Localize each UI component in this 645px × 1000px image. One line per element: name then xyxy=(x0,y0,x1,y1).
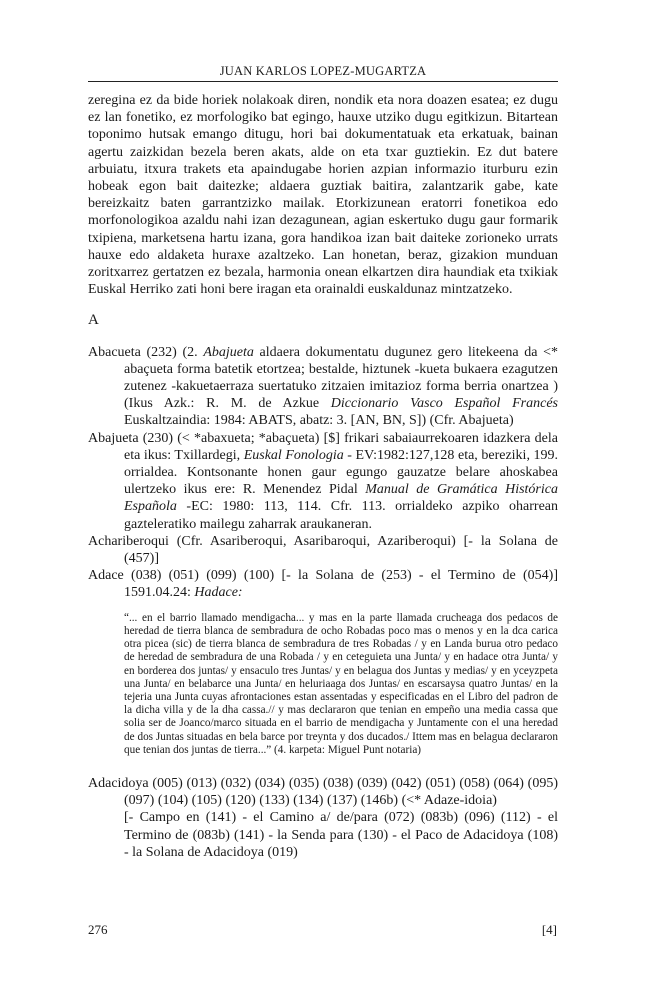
entry-abajueta xyxy=(88,430,558,533)
page-body xyxy=(88,92,558,861)
entry-italic: Hadace: xyxy=(194,585,243,601)
entry-text: aldaera dokumentatu dugunez gero litekeena da <* abaçueta forma batetik etortzea; bestalde, hiztunek -kueta bukaera ezagutzen zutenez -kakuetaerraza suertatuko zitzaien imitazioz forma berria onartzea ) (Ikus Azk.: R. M. de Azkue xyxy=(124,344,558,412)
entry-italic: Diccionario Vasco Español Francés xyxy=(330,396,558,412)
intro-text: zeregina ez da bide horiek nolakoak diren, nondik eta nora doazen esatea; ez dugu ez lan fonetiko, ez morfologiko bat egingo, hauxe utziko dugu egitkizun. Bitartean toponimo hutsak emango ditugu, hori bai dokumentatuak eta erkatuak, bainan agertu zaizkidan bezela beren akats, alde on eta txar guztiekin. Ez dut batere arbuiatu, itxura trakets eta apaindugabe horien azpian informazio iturburu ezin hobeak egon bait daitezke; aldaera guztiak baitira, zalantzarik gabe, kate bereizkaitz baten garrantzizko mailak. Etorkizunean eratorri fonetikoa edo morfonologikoa azaldu nahi izan dezagunean, agian eskertuko dugu gaur formarik txipiena, marketsena hartu izana, gora handikoa izan bait daiteke zorioneko urrats hauxe edo aldaketa huraxe azaltzeko. Lan honetan, beraz, gizakion munduan zoritxarrez gertatzen ez bezala, harmonia onean elkartzen dira haundiak eta txikiak Euskal Herriko zati honi bere iragan eta orainaldi euskaldunaz mintzatzeko. xyxy=(88,93,558,298)
section-letter: A xyxy=(88,312,99,329)
entry-text: -EC: 1980: 113, 114. Cfr. 113. orrialdeko azpiko oharrean gazteleratiko mailegu zaharrak araukaneran. xyxy=(124,499,558,532)
header-rule xyxy=(88,81,558,82)
entry-abacueta xyxy=(88,344,558,430)
running-header: JUAN KARLOS LOPEZ-MUGARTZA xyxy=(219,64,427,78)
entry-italic: Abajueta xyxy=(203,344,254,360)
entry-text: Abacueta (232) (2. xyxy=(88,344,204,360)
entry-text: Euskaltzaindia: 1984: ABATS, abatz: 3. [AN, BN, S]) (Cfr. Abajueta) xyxy=(124,413,514,429)
entry-italic: Euskal Fonologia xyxy=(243,447,344,463)
quote-text: otra Junta/ y en borderea dos juntas/ y ensaculo tres Juntas/ y en belagua dos Juntas y medias/ y en yceyzpeta una Junta/ en belabarce una Junta/ en heluriaaga dos Juntas/ en escarsaysa quatro Juntas/ en la tejeria una Junta cuyas afrontaciones estan assentadas y especificadas en el Libro del padron de la dicha villa y de la dha cassa.// y mas declararon que tenian en empeño una media cassa que solia ser de Joanco/marco situada en el barrio de mendigacha y Juntamente con el una heredad de dos Juntas situadas en bela barce por treynta y dos ducados./ Ittem mas en belagua declararon que tenian dos juntas de tierra...” (4. karpeta: Miguel xyxy=(124,651,558,756)
entry-achariberoqui: Achariberoqui (Cfr. Asariberoqui, Asaribaroqui, Azariberoqui) [- la Solana de (457)] xyxy=(88,533,558,567)
adace-quotation xyxy=(124,612,558,757)
entry-text: Adacidoya (005) (013) (032) (034) (035) (038) (039) (042) (051) (058) (064) (095) (097) (104) (105) (120) (133) (134) (137) (146b) (<* Adaze-idoia) xyxy=(88,775,558,809)
page-number: 276 xyxy=(88,922,108,937)
quote-italic: Punt xyxy=(362,743,384,756)
entry-adacidoya-continued: [- Campo en (141) - el Camino a/ de/para (072) (083b) (096) (112) - el Termino de (083b) (141) - la Senda para (130) - el Paco de Adacidoya (108) - la Solana de Adacidoya (019) xyxy=(124,810,558,860)
intro-paragraph xyxy=(88,92,558,298)
bracket-number: [4] xyxy=(541,922,557,937)
entry-adacidoya xyxy=(88,775,558,809)
entry-text: - EV:1982:127,128 eta, bereziki, 199. orrialdea. Kontsonante honen gaur egungo gauzatze belare ahoskabea ulertzeko ikus ere: R. Menendez Pidal xyxy=(124,447,559,498)
quote-text: notaria) xyxy=(383,743,422,756)
entry-italic: Manual de Gramática Histórica Española xyxy=(124,482,558,515)
entry-text: Adace (038) (051) (099) (100) [- la Solana de (253) - el Termino de (054)] 1591.04.24: xyxy=(88,568,558,601)
entry-text: Abajueta (230) (< *abaxueta; *abaçueta) [$] frikari sabaiaurrekoaren idazkera dela eta ikus: Txillardegi, xyxy=(88,430,558,463)
quote-text: “... en el barrio llamado mendigacha... y mas en la parte llamada crucheaga dos pedacos de heredad de tierra blanca de sembradura de ocho Robadas poco mas o menos y en la dca carica otra picea (sic) de tierra blanca de sembradura de tres Robadas / y en Landa burua otro pedaco de heredad de sembradura de una Robada / y en ceteguieta una Junta/ y en xyxy=(124,611,558,664)
quote-italic: hadace xyxy=(467,651,499,664)
entry-adace xyxy=(88,567,558,601)
